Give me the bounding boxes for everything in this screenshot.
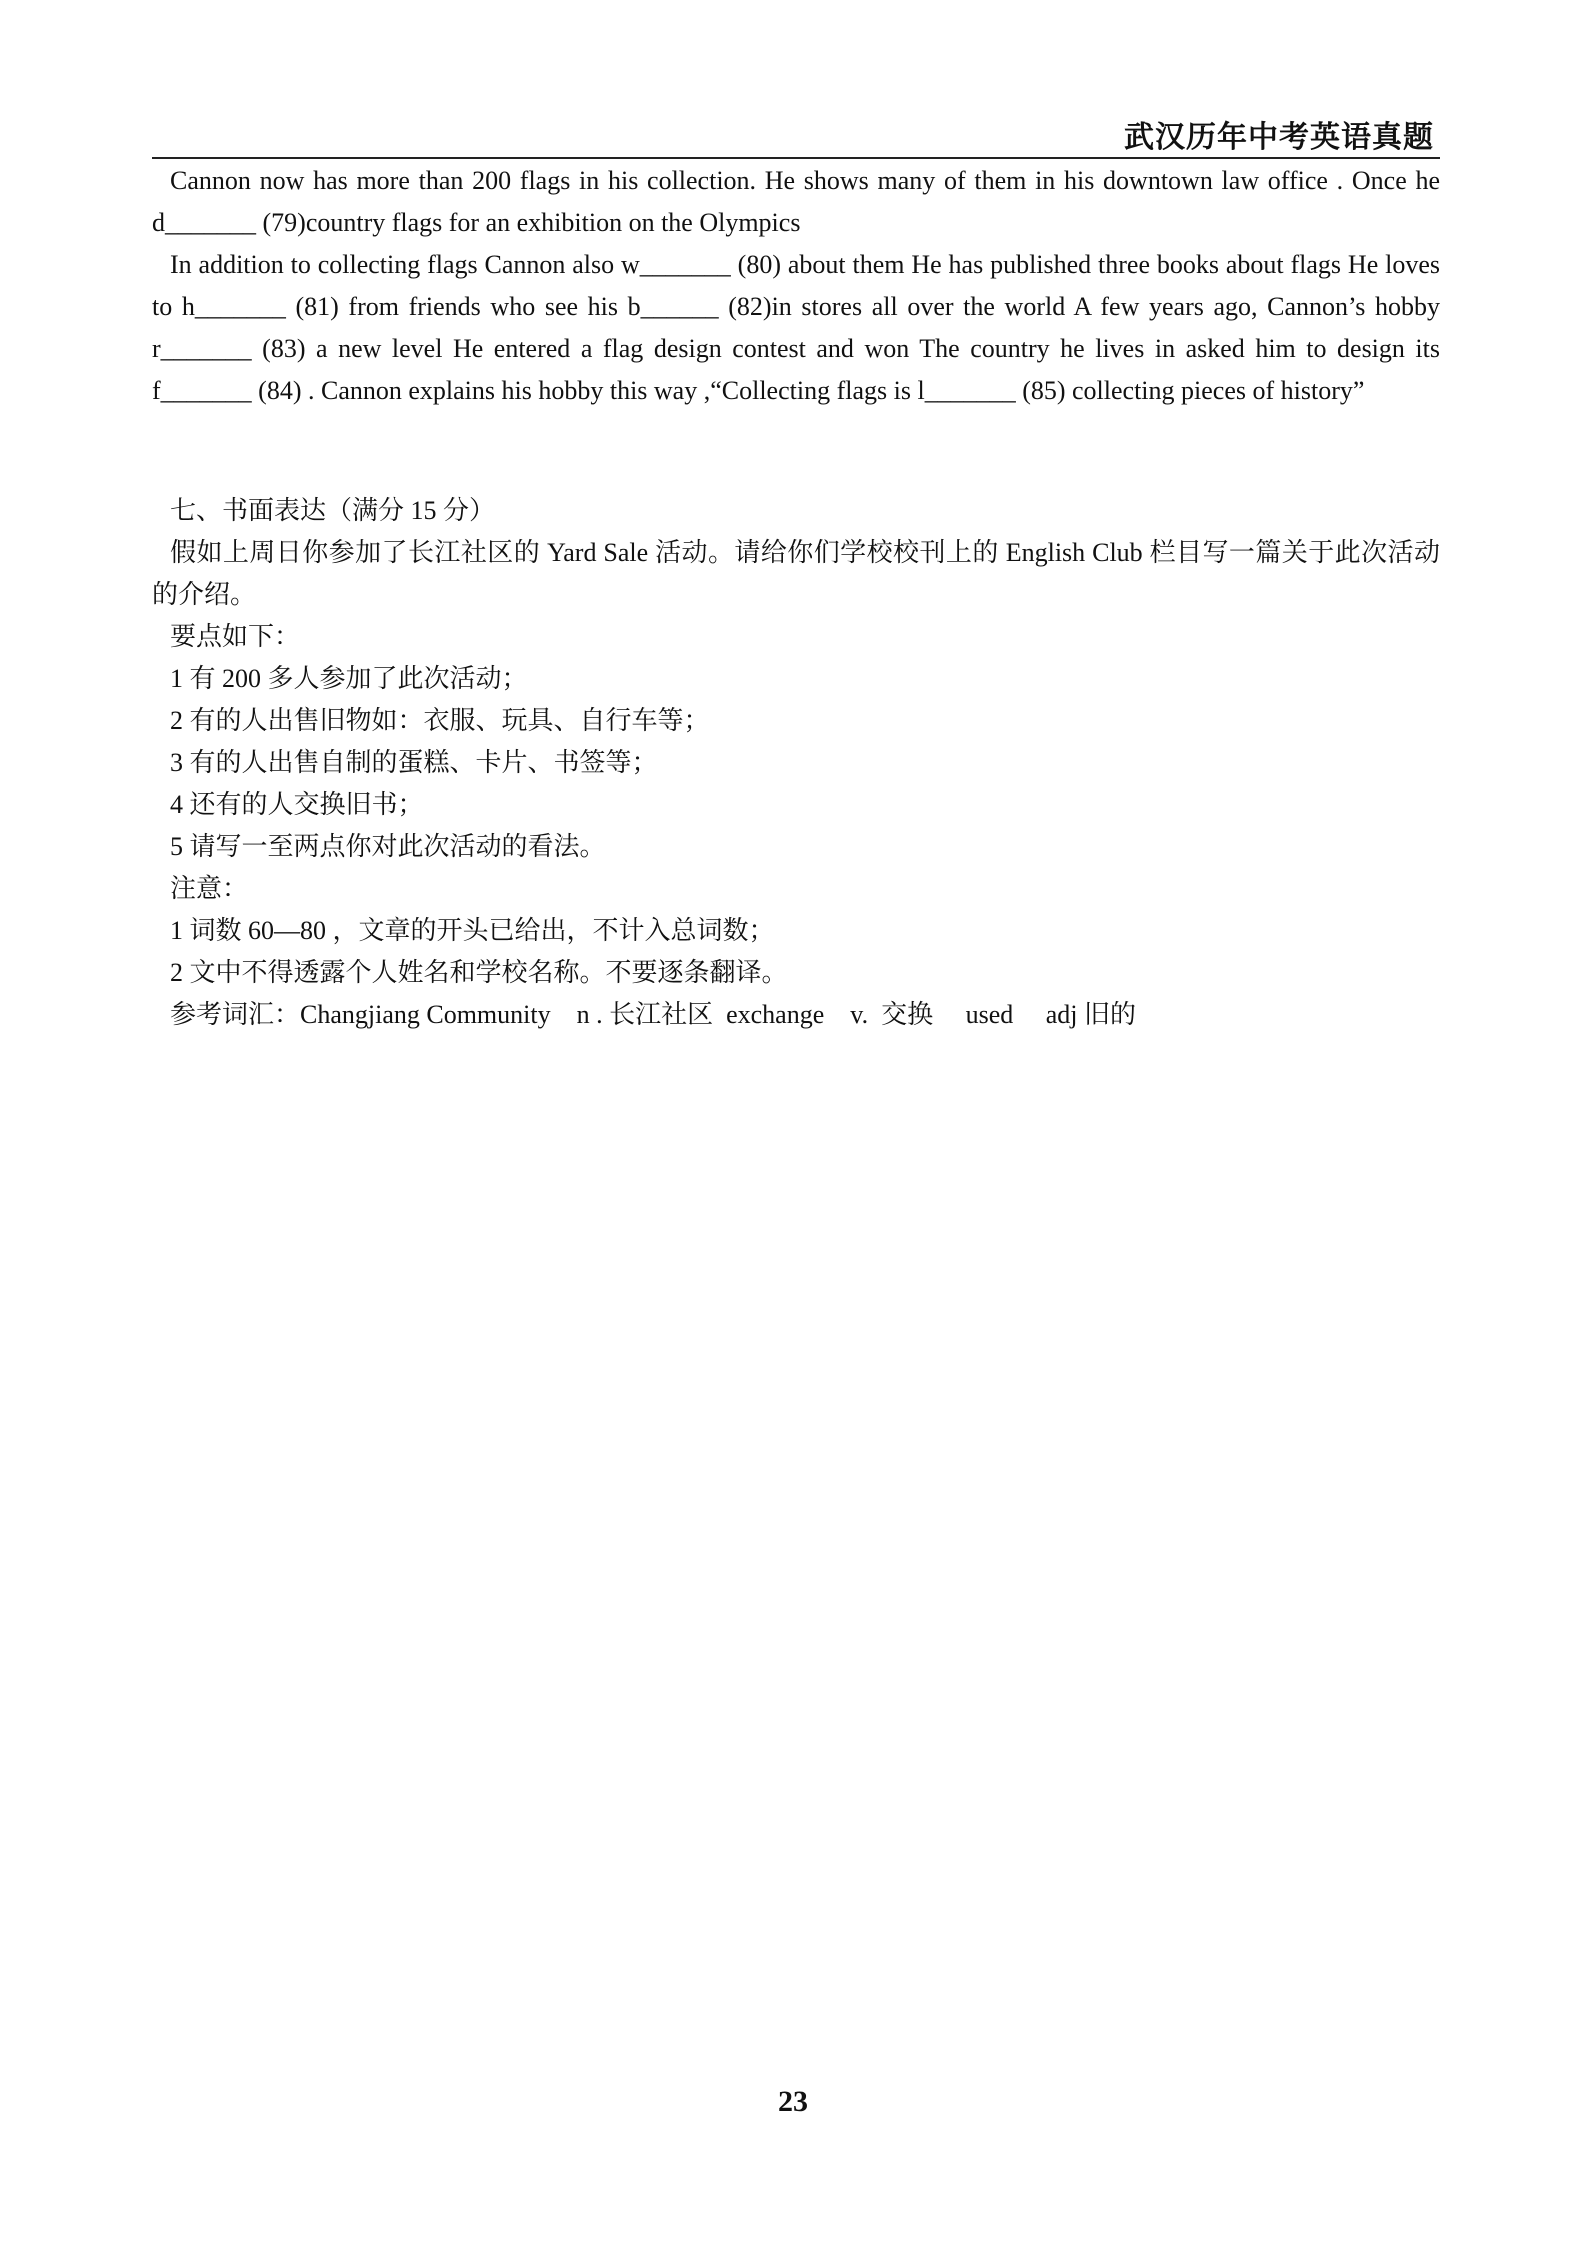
- reading-passage: [152, 160, 1440, 412]
- note-item: 2 文中不得透露个人姓名和学校名称。不要逐条翻译。: [170, 958, 788, 987]
- note-item: 1 词数 60—80 ，文章的开头已给出，不计入总词数；: [170, 916, 775, 945]
- passage-paragraph: Cannon now has more than 200 flags in his collection. He shows many of them in his downtown law office . Once he d_______ (79)country flags for an exhibition on the Olympics: [152, 166, 1440, 237]
- point-item: 4 还有的人交换旧书；: [170, 790, 424, 819]
- section-title: 七、书面表达（满分 15 分）: [170, 496, 496, 525]
- writing-section: [152, 490, 1440, 1036]
- page-number: 23: [778, 2085, 808, 2118]
- vocabulary-reference: 参考词汇：Changjiang Community n . 长江社区 exchange v. 交换 used adj 旧的: [170, 1000, 1136, 1029]
- header-title: 武汉历年中考英语真题: [1124, 120, 1434, 155]
- header-divider: [152, 157, 1440, 159]
- points-heading: 要点如下：: [170, 622, 301, 651]
- notes-heading: 注意：: [170, 874, 249, 903]
- point-item: 1 有 200 多人参加了此次活动；: [170, 664, 528, 693]
- passage-paragraph: In addition to collecting flags Cannon also w_______ (80) about them He has published three books about flags He loves to h_______ (81) from friends who see his b______ (82)in stores all over the world A few years ago, Cannon’s hobby r_______ (83) a new level He entered a flag design contest and won The country he lives in asked him to design its f_______ (84) . Cannon explains his hobby this way ,“Collecting flags is l_______ (85) collecting pieces of history”: [152, 250, 1440, 405]
- point-item: 2 有的人出售旧物如：衣服、玩具、自行车等；: [170, 706, 710, 735]
- writing-prompt: 假如上周日你参加了长江社区的 Yard Sale 活动。请给你们学校校刊上的 English Club 栏目写一篇关于此次活动的介绍。: [152, 538, 1440, 609]
- point-item: 3 有的人出售自制的蛋糕、卡片、书签等；: [170, 748, 658, 777]
- point-item: 5 请写一至两点你对此次活动的看法。: [170, 832, 606, 861]
